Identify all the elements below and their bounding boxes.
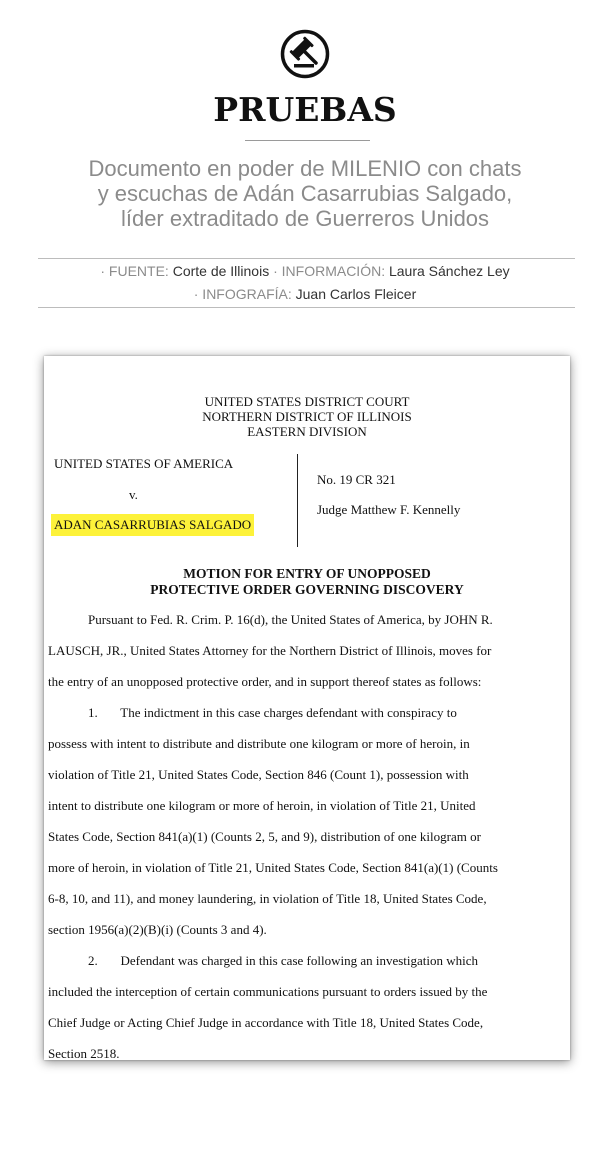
informacion-value: Laura Sánchez Ley — [388, 263, 510, 279]
motion-title — [44, 566, 570, 598]
body-line: intent to distribute one kilogram or more of heroin, in violation of Title 21, United — [48, 798, 476, 813]
body-line: the entry of an unopposed protective order, and in support thereof states as follows: — [48, 674, 482, 689]
subtitle-line: líder extraditado de Guerreros Unidos — [120, 206, 490, 231]
body-line: LAUSCH, JR., United States Attorney for the Northern District of Illinois, moves for — [48, 643, 492, 658]
case-number: No. 19 CR 321 — [317, 472, 396, 487]
plaintiff: UNITED STATES OF AMERICA — [54, 456, 234, 471]
court-line: UNITED STATES DISTRICT COURT — [204, 394, 410, 409]
credits-line-1 — [0, 260, 610, 282]
judge-name: Judge Matthew F. Kennelly — [317, 502, 461, 517]
court-heading — [44, 394, 570, 439]
body-line: 1. The indictment in this case charges defendant with conspiracy to — [88, 705, 457, 720]
body-line: Chief Judge or Acting Chief Judge in accordance with Title 18, United States Code, — [48, 1015, 484, 1030]
subtitle-line: Documento en poder de MILENIO con chats — [88, 156, 522, 181]
court-document — [44, 356, 570, 1060]
subtitle — [0, 156, 610, 231]
court-line: NORTHERN DISTRICT OF ILLINOIS — [202, 409, 412, 424]
caption-divider — [297, 454, 298, 547]
court-line: EASTERN DIVISION — [247, 424, 367, 439]
body-line: more of heroin, in violation of Title 21, United States Code, Section 841(a)(1) (Counts — [48, 860, 498, 875]
document-body — [48, 604, 548, 1069]
body-line: violation of Title 21, United States Code, Section 846 (Count 1), possession with — [48, 767, 469, 782]
defendant-highlighted: ADAN CASARRUBIAS SALGADO — [51, 514, 254, 536]
body-line: States Code, Section 841(a)(1) (Counts 2, 5, and 9), distribution of one kilogram or — [48, 829, 481, 844]
infografia-value: Juan Carlos Fleicer — [295, 286, 417, 302]
motion-line: PROTECTIVE ORDER GOVERNING DISCOVERY — [150, 582, 464, 597]
credits-bottom-divider — [38, 307, 575, 308]
fuente-label: · FUENTE: — [100, 263, 169, 279]
page-title: PRUEBAS — [213, 90, 397, 129]
credits-line-2 — [0, 283, 610, 305]
body-line: section 1956(a)(2)(B)(i) (Counts 3 and 4). — [48, 922, 267, 937]
body-line: 6-8, 10, and 11), and money laundering, in violation of Title 18, United States Code, — [48, 891, 487, 906]
body-line: Section 2518. — [48, 1046, 120, 1061]
infografia-label: · INFOGRAFÍA: — [193, 286, 292, 302]
informacion-label: · INFORMACIÓN: — [273, 263, 386, 279]
motion-line: MOTION FOR ENTRY OF UNOPPOSED — [183, 566, 431, 581]
body-line: possess with intent to distribute and distribute one kilogram or more of heroin, in — [48, 736, 470, 751]
title-divider — [245, 140, 370, 141]
subtitle-line: y escuchas de Adán Casarrubias Salgado, — [97, 181, 513, 206]
body-line: included the interception of certain communications pursuant to orders issued by the — [48, 984, 488, 999]
gavel-icon — [280, 29, 330, 79]
body-line: Pursuant to Fed. R. Crim. P. 16(d), the United States of America, by JOHN R. — [88, 612, 493, 627]
credits-top-divider — [38, 258, 575, 259]
body-line: 2. Defendant was charged in this case following an investigation which — [88, 953, 479, 968]
fuente-value: Corte de Illinois — [172, 263, 270, 279]
versus: v. — [129, 487, 138, 502]
